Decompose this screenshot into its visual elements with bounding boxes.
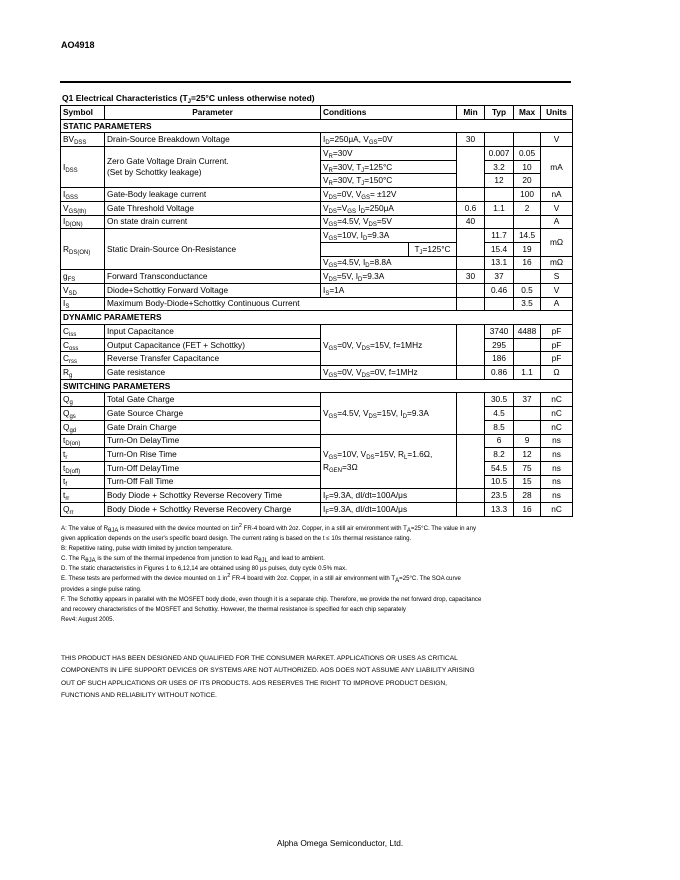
typ-cell: 15.4: [485, 242, 514, 256]
typ-cell: 54.5: [485, 461, 514, 475]
parameter-cell: Reverse Transfer Capacitance: [105, 352, 321, 366]
conditions-cell: $V_{GS}=0V$, $V_{DS}=15V$, f=1MHz: [321, 325, 457, 366]
section-row: [61, 119, 573, 133]
table-row: [61, 461, 573, 475]
conditions-cell: $V_{GS}=10V$, $V_{DS}=15V$, $R_L=1.6\Omega$, $R_{GEN}=3\Omega$: [321, 434, 457, 489]
header-conditions: Conditions: [321, 106, 457, 120]
symbol-cell: $I_{DSS}$: [61, 147, 105, 188]
symbol-cell: $C_{rss}$: [61, 352, 105, 366]
min-cell: 0.6: [457, 201, 485, 215]
typ-cell: 10.5: [485, 475, 514, 489]
typ-cell: 13.3: [485, 502, 514, 516]
note-f-cont: and recovery characteristics of the MOSFET and Schottky. However, the thermal resistance is specified for each chip separately: [61, 605, 406, 613]
parameter-cell: Gate resistance: [105, 366, 321, 380]
note-a: A: The value of $R_{\theta JA}$ is measured with the device mounted on $1in^2$ FR-4 board with 2oz. Copper, in a still air environment with $T_A=25^\circ C$. The value in any: [61, 522, 477, 534]
table-row: [61, 215, 573, 229]
units-cell: nC: [541, 420, 573, 434]
table-row: [61, 475, 573, 489]
table-row: [61, 448, 573, 462]
parameter-cell: Turn-Off Fall Time: [105, 475, 321, 489]
note-e: E. These tests are performed with the device mounted on 1 $in^2$ FR-4 board with 2oz. Copper, in a still air environment with $T_A=25^\circ C$. The SOA curve: [61, 573, 461, 585]
disclaimer-line: OUT OF SUCH APPLICATIONS OR USES OF ITS PRODUCTS. AOS RESERVES THE RIGHT TO IMPROVE PRODUCT DESIGN,: [61, 679, 447, 687]
symbol-cell: $Q_{gd}$: [61, 420, 105, 434]
conditions-tj-cell: $T_J=125^\circ C$: [409, 242, 457, 256]
units-cell: A: [541, 215, 573, 229]
symbol-cell: $V_{GS(th)}$: [61, 201, 105, 215]
min-cell: 30: [457, 133, 485, 147]
header-max: Max: [514, 106, 541, 120]
max-cell: 2: [514, 201, 541, 215]
conditions-cell: $V_{DS}=5V$, $I_D=9.3A$: [321, 270, 457, 284]
section-switching: SWITCHING PARAMETERS: [61, 379, 573, 393]
symbol-cell: $BV_{DSS}$: [61, 133, 105, 147]
table-header-row: [61, 106, 573, 120]
conditions-cell: $I_S=1A$: [321, 283, 457, 297]
table-row: [61, 502, 573, 516]
max-cell: 0.05: [514, 147, 541, 161]
parameter-cell: Gate Drain Charge: [105, 420, 321, 434]
symbol-cell: $t_{D(off)}$: [61, 461, 105, 475]
units-cell: nA: [541, 188, 573, 202]
symbol-cell: $Q_{gs}$: [61, 407, 105, 421]
max-cell: 3.5: [514, 297, 541, 311]
typ-cell: 4.5: [485, 407, 514, 421]
units-cell: nC: [541, 407, 573, 421]
table-row: [61, 283, 573, 297]
conditions-cell: $V_{DS}=V_{GS}$ $I_D=250\mu A$: [321, 201, 457, 215]
symbol-cell: $R_g$: [61, 366, 105, 380]
units-cell: nC: [541, 393, 573, 407]
max-cell: 15: [514, 475, 541, 489]
part-number: AO4918: [61, 40, 95, 50]
typ-cell: 13.1: [485, 256, 514, 270]
max-cell: 75: [514, 461, 541, 475]
units-cell: mΩ: [541, 229, 573, 256]
parameter-cell: Turn-Off DelayTime: [105, 461, 321, 475]
table-row: [61, 393, 573, 407]
table-row: [61, 270, 573, 284]
symbol-cell: $V_{SD}$: [61, 283, 105, 297]
parameter-cell: Gate-Body leakage current: [105, 188, 321, 202]
company-footer: Alpha Omega Semiconductor, Ltd.: [276, 838, 404, 848]
parameter-cell: Input Capacitance: [105, 325, 321, 339]
units-cell: pF: [541, 325, 573, 339]
table-row: [61, 338, 573, 352]
revision: Rev4: August 2005.: [61, 615, 115, 623]
note-d: D. The static characteristics in Figures 1 to 6,12,14 are obtained using 80 μs pulses, duty cycle 0.5% max.: [61, 565, 347, 573]
header-rule: [60, 81, 571, 83]
section-row: [61, 311, 573, 325]
table-row: [61, 201, 573, 215]
typ-cell: 1.1: [485, 201, 514, 215]
conditions-cell: $V_{GS}=4.5V$, $V_{DS}=15V$, $I_D=9.3A$: [321, 393, 457, 434]
units-cell: V: [541, 133, 573, 147]
conditions-cell: $V_{GS}=4.5V$, $I_D=8.8A$: [321, 256, 457, 270]
conditions-cell: $V_{GS}=4.5V$, $V_{DS}=5V$: [321, 215, 457, 229]
max-cell: 37: [514, 393, 541, 407]
table-row: [61, 297, 573, 311]
parameter-cell: Drain-Source Breakdown Voltage: [105, 133, 321, 147]
table-row: [61, 325, 573, 339]
typ-cell: 30.5: [485, 393, 514, 407]
table-row: [61, 420, 573, 434]
max-cell: 100: [514, 188, 541, 202]
typ-cell: 8.2: [485, 448, 514, 462]
conditions-cell: $I_F=9.3A$, dI/dt=100A/μs: [321, 502, 457, 516]
max-cell: 4488: [514, 325, 541, 339]
units-cell: A: [541, 297, 573, 311]
units-cell: pF: [541, 338, 573, 352]
table-title: Q1 Electrical Characteristics ($T_J=25^\circ C$ unless otherwise noted): [62, 93, 315, 105]
symbol-cell: $Q_{rr}$: [61, 502, 105, 516]
note-b: B: Repetitive rating, pulse width limited by junction temperature.: [61, 545, 233, 553]
symbol-cell: $t_{rr}$: [61, 489, 105, 503]
max-cell: 14.5: [514, 229, 541, 243]
symbol-cell: $I_S$: [61, 297, 105, 311]
symbol-cell: $C_{iss}$: [61, 325, 105, 339]
conditions-cell: $V_{GS}=0V$, $V_{DS}=0V$, f=1MHz: [321, 366, 457, 380]
typ-cell: 0.86: [485, 366, 514, 380]
header-typ: Typ: [485, 106, 514, 120]
section-static: STATIC PARAMETERS: [61, 119, 573, 133]
typ-cell: 11.7: [485, 229, 514, 243]
table-row: [61, 188, 573, 202]
footnotes: [61, 524, 571, 625]
parameter-cell: Body Diode + Schottky Reverse Recovery Charge: [105, 502, 321, 516]
conditions-cell: $V_{DS}=0V$, $V_{GS}= \pm 12V$: [321, 188, 457, 202]
note-a-cont: given application depends on the user's specific board design. The current rating is based on the t ≤ 10s thermal resistance rating.: [61, 535, 412, 543]
symbol-cell: $I_{GSS}$: [61, 188, 105, 202]
max-cell: 19: [514, 242, 541, 256]
symbol-cell: $C_{oss}$: [61, 338, 105, 352]
table-row: [61, 366, 573, 380]
max-cell: 20: [514, 174, 541, 188]
parameter-cell: Maximum Body-Diode+Schottky Continuous Current: [105, 297, 457, 311]
section-dynamic: DYNAMIC PARAMETERS: [61, 311, 573, 325]
max-cell: 1.1: [514, 366, 541, 380]
units-cell: nC: [541, 502, 573, 516]
typ-cell: 37: [485, 270, 514, 284]
units-cell: V: [541, 283, 573, 297]
typ-cell: 23.5: [485, 489, 514, 503]
min-cell: 30: [457, 270, 485, 284]
parameter-cell: Static Drain-Source On-Resistance: [105, 229, 321, 270]
parameter-cell: Gate Source Charge: [105, 407, 321, 421]
symbol-cell: $t_r$: [61, 448, 105, 462]
units-cell: ns: [541, 489, 573, 503]
typ-cell: 12: [485, 174, 514, 188]
table-row: [61, 434, 573, 448]
units-cell: mΩ: [541, 256, 573, 270]
symbol-cell: $t_f$: [61, 475, 105, 489]
conditions-cell: $V_R=30V$, $T_J=150^\circ C$: [321, 174, 457, 188]
note-e-cont: provides a single pulse rating.: [61, 585, 142, 593]
parameter-cell: Gate Threshold Voltage: [105, 201, 321, 215]
min-cell: 40: [457, 215, 485, 229]
conditions-cell: $V_R=30V$, $T_J=125^\circ C$: [321, 160, 457, 174]
typ-cell: 6: [485, 434, 514, 448]
section-row: [61, 379, 573, 393]
typ-cell: 3740: [485, 325, 514, 339]
parameter-cell: Diode+Schottky Forward Voltage: [105, 283, 321, 297]
units-cell: S: [541, 270, 573, 284]
disclaimer-line: FUNCTIONS AND RELIABILITY WITHOUT NOTICE.: [61, 691, 217, 699]
max-cell: 0.5: [514, 283, 541, 297]
symbol-cell: $I_{D(ON)}$: [61, 215, 105, 229]
max-cell: 16: [514, 502, 541, 516]
max-cell: 10: [514, 160, 541, 174]
table-row: [61, 407, 573, 421]
table-row: [61, 489, 573, 503]
units-cell: pF: [541, 352, 573, 366]
units-cell: V: [541, 201, 573, 215]
parameter-cell: Body Diode + Schottky Reverse Recovery Time: [105, 489, 321, 503]
note-f: F. The Schottky appears in parallel with the MOSFET body diode, even though it is a separate chip. Therefore, we provide the net forward drop, capacitance: [61, 595, 482, 603]
table-row: [61, 147, 573, 161]
electrical-characteristics-table: [60, 105, 573, 517]
parameter-cell: On state drain current: [105, 215, 321, 229]
symbol-cell: $R_{DS(ON)}$: [61, 229, 105, 270]
conditions-cell: $V_{GS}=10V$, $I_D=9.3A$: [321, 229, 457, 243]
parameter-cell: Turn-On Rise Time: [105, 448, 321, 462]
typ-cell: 8.5: [485, 420, 514, 434]
parameter-cell: Turn-On DelayTime: [105, 434, 321, 448]
units-cell: Ω: [541, 366, 573, 380]
max-cell: 12: [514, 448, 541, 462]
units-cell: ns: [541, 434, 573, 448]
units-cell: ns: [541, 475, 573, 489]
disclaimer-line: COMPONENTS IN LIFE SUPPORT DEVICES OR SYSTEMS ARE NOT AUTHORIZED. AOS DOES NOT ASSUME ANY LIABILITY ARISING: [61, 667, 475, 675]
parameter-cell: Output Capacitance (FET + Schottky): [105, 338, 321, 352]
note-c: C. The $R_{\theta JA}$ is the sum of the thermal impedence from junction to lead $R_{\theta JL}$ and lead to ambient.: [61, 555, 325, 565]
disclaimer-line: THIS PRODUCT HAS BEEN DESIGNED AND QUALIFIED FOR THE CONSUMER MARKET. APPLICATIONS OR USES AS CRITICAL: [61, 655, 458, 662]
conditions-cell: $I_F=9.3A$, dI/dt=100A/μs: [321, 489, 457, 503]
header-units: Units: [541, 106, 573, 120]
max-cell: 9: [514, 434, 541, 448]
units-cell: ns: [541, 448, 573, 462]
conditions-cell: $I_D=250\mu A$, $V_{GS}=0V$: [321, 133, 457, 147]
typ-cell: 186: [485, 352, 514, 366]
header-min: Min: [457, 106, 485, 120]
symbol-cell: $g_{FS}$: [61, 270, 105, 284]
table-row: [61, 229, 573, 243]
disclaimer: [61, 653, 541, 702]
max-cell: 16: [514, 256, 541, 270]
parameter-cell: Forward Transconductance: [105, 270, 321, 284]
max-cell: 28: [514, 489, 541, 503]
table-row: [61, 352, 573, 366]
symbol-cell: $Q_g$: [61, 393, 105, 407]
parameter-cell: Total Gate Charge: [105, 393, 321, 407]
typ-cell: 0.007: [485, 147, 514, 161]
typ-cell: 0.46: [485, 283, 514, 297]
symbol-cell: $t_{D(on)}$: [61, 434, 105, 448]
header-symbol: Symbol: [61, 106, 105, 120]
conditions-cell: $V_R=30V$: [321, 147, 457, 161]
typ-cell: 295: [485, 338, 514, 352]
table-row: [61, 133, 573, 147]
units-cell: mA: [541, 147, 573, 188]
units-cell: ns: [541, 461, 573, 475]
typ-cell: 3.2: [485, 160, 514, 174]
parameter-cell: Zero Gate Voltage Drain Current. (Set by Schottky leakage): [105, 147, 321, 188]
header-parameter: Parameter: [105, 106, 321, 120]
